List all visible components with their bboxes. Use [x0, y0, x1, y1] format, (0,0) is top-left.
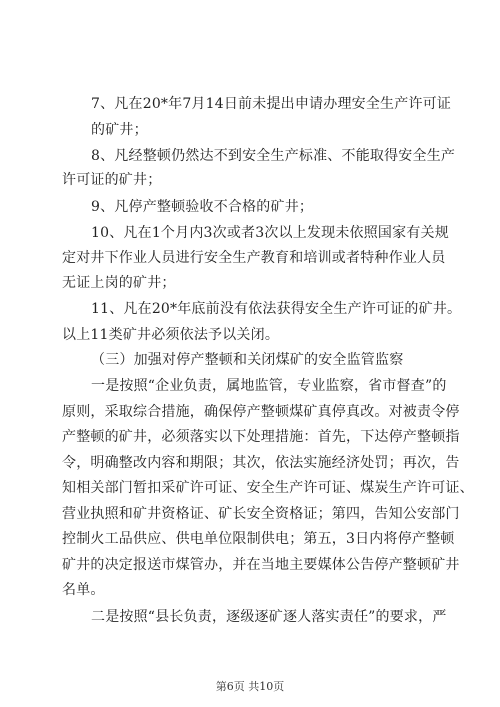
text-line: 11、凡在20*年底前没有依法获得安全生产许可证的矿井。 — [91, 301, 462, 317]
section-heading: （三）加强对停产整顿和关闭煤矿的安全监管监察 — [91, 352, 404, 368]
text-line: 7、凡在20*年7月14日前未提出申请办理安全生产许可证 — [91, 96, 452, 112]
text-line: 8、凡经整顿仍然达不到安全生产标准、不能取得安全生产 — [91, 148, 456, 164]
text-line: 令，明确整改内容和期限；其次，依法实施经济处罚；再次，告 — [62, 455, 460, 471]
text-line: 知相关部门暂扣采矿许可证、安全生产许可证、煤炭生产许可证、 — [62, 480, 474, 496]
text-line: 无证上岗的矿井； — [62, 275, 176, 291]
text-line: 的矿井； — [91, 122, 148, 138]
text-line: 控制火工品供应、供电单位限制供电；第五，3日内将停产整顿 — [62, 531, 455, 547]
text-line: 10、凡在1个月内3次或者3次以上发现未依照国家有关规 — [91, 225, 449, 241]
text-line: 二是按照“县长负责，逐级逐矿逐人落实责任”的要求，严 — [91, 609, 447, 625]
text-line: 许可证的矿井； — [62, 172, 162, 188]
text-line: 一是按照“企业负责，属地监管，专业监察，省市督查”的 — [91, 378, 447, 394]
text-line: 营业执照和矿井资格证、矿长安全资格证；第四，告知公安部门 — [62, 506, 460, 522]
text-line: 定对井下作业人员进行安全生产教育和培训或者特种作业人员 — [62, 250, 446, 266]
text-line: 以上11类矿井必须依法予以关闭。 — [62, 327, 280, 343]
text-line: 产整顿的矿井，必须落实以下处理措施：首先，下达停产整顿指 — [62, 429, 460, 445]
page-footer: 第6页 共10页 — [215, 680, 285, 693]
text-line: 矿井的决定报送市煤管办，并在当地主要媒体公告停产整顿矿井 — [62, 557, 460, 573]
text-line: 名单。 — [62, 582, 105, 598]
text-line: 原则，采取综合措施，确保停产整顿煤矿真停真改。对被责令停 — [62, 404, 460, 420]
text-line: 9、凡停产整顿验收不合格的矿井； — [91, 199, 314, 215]
